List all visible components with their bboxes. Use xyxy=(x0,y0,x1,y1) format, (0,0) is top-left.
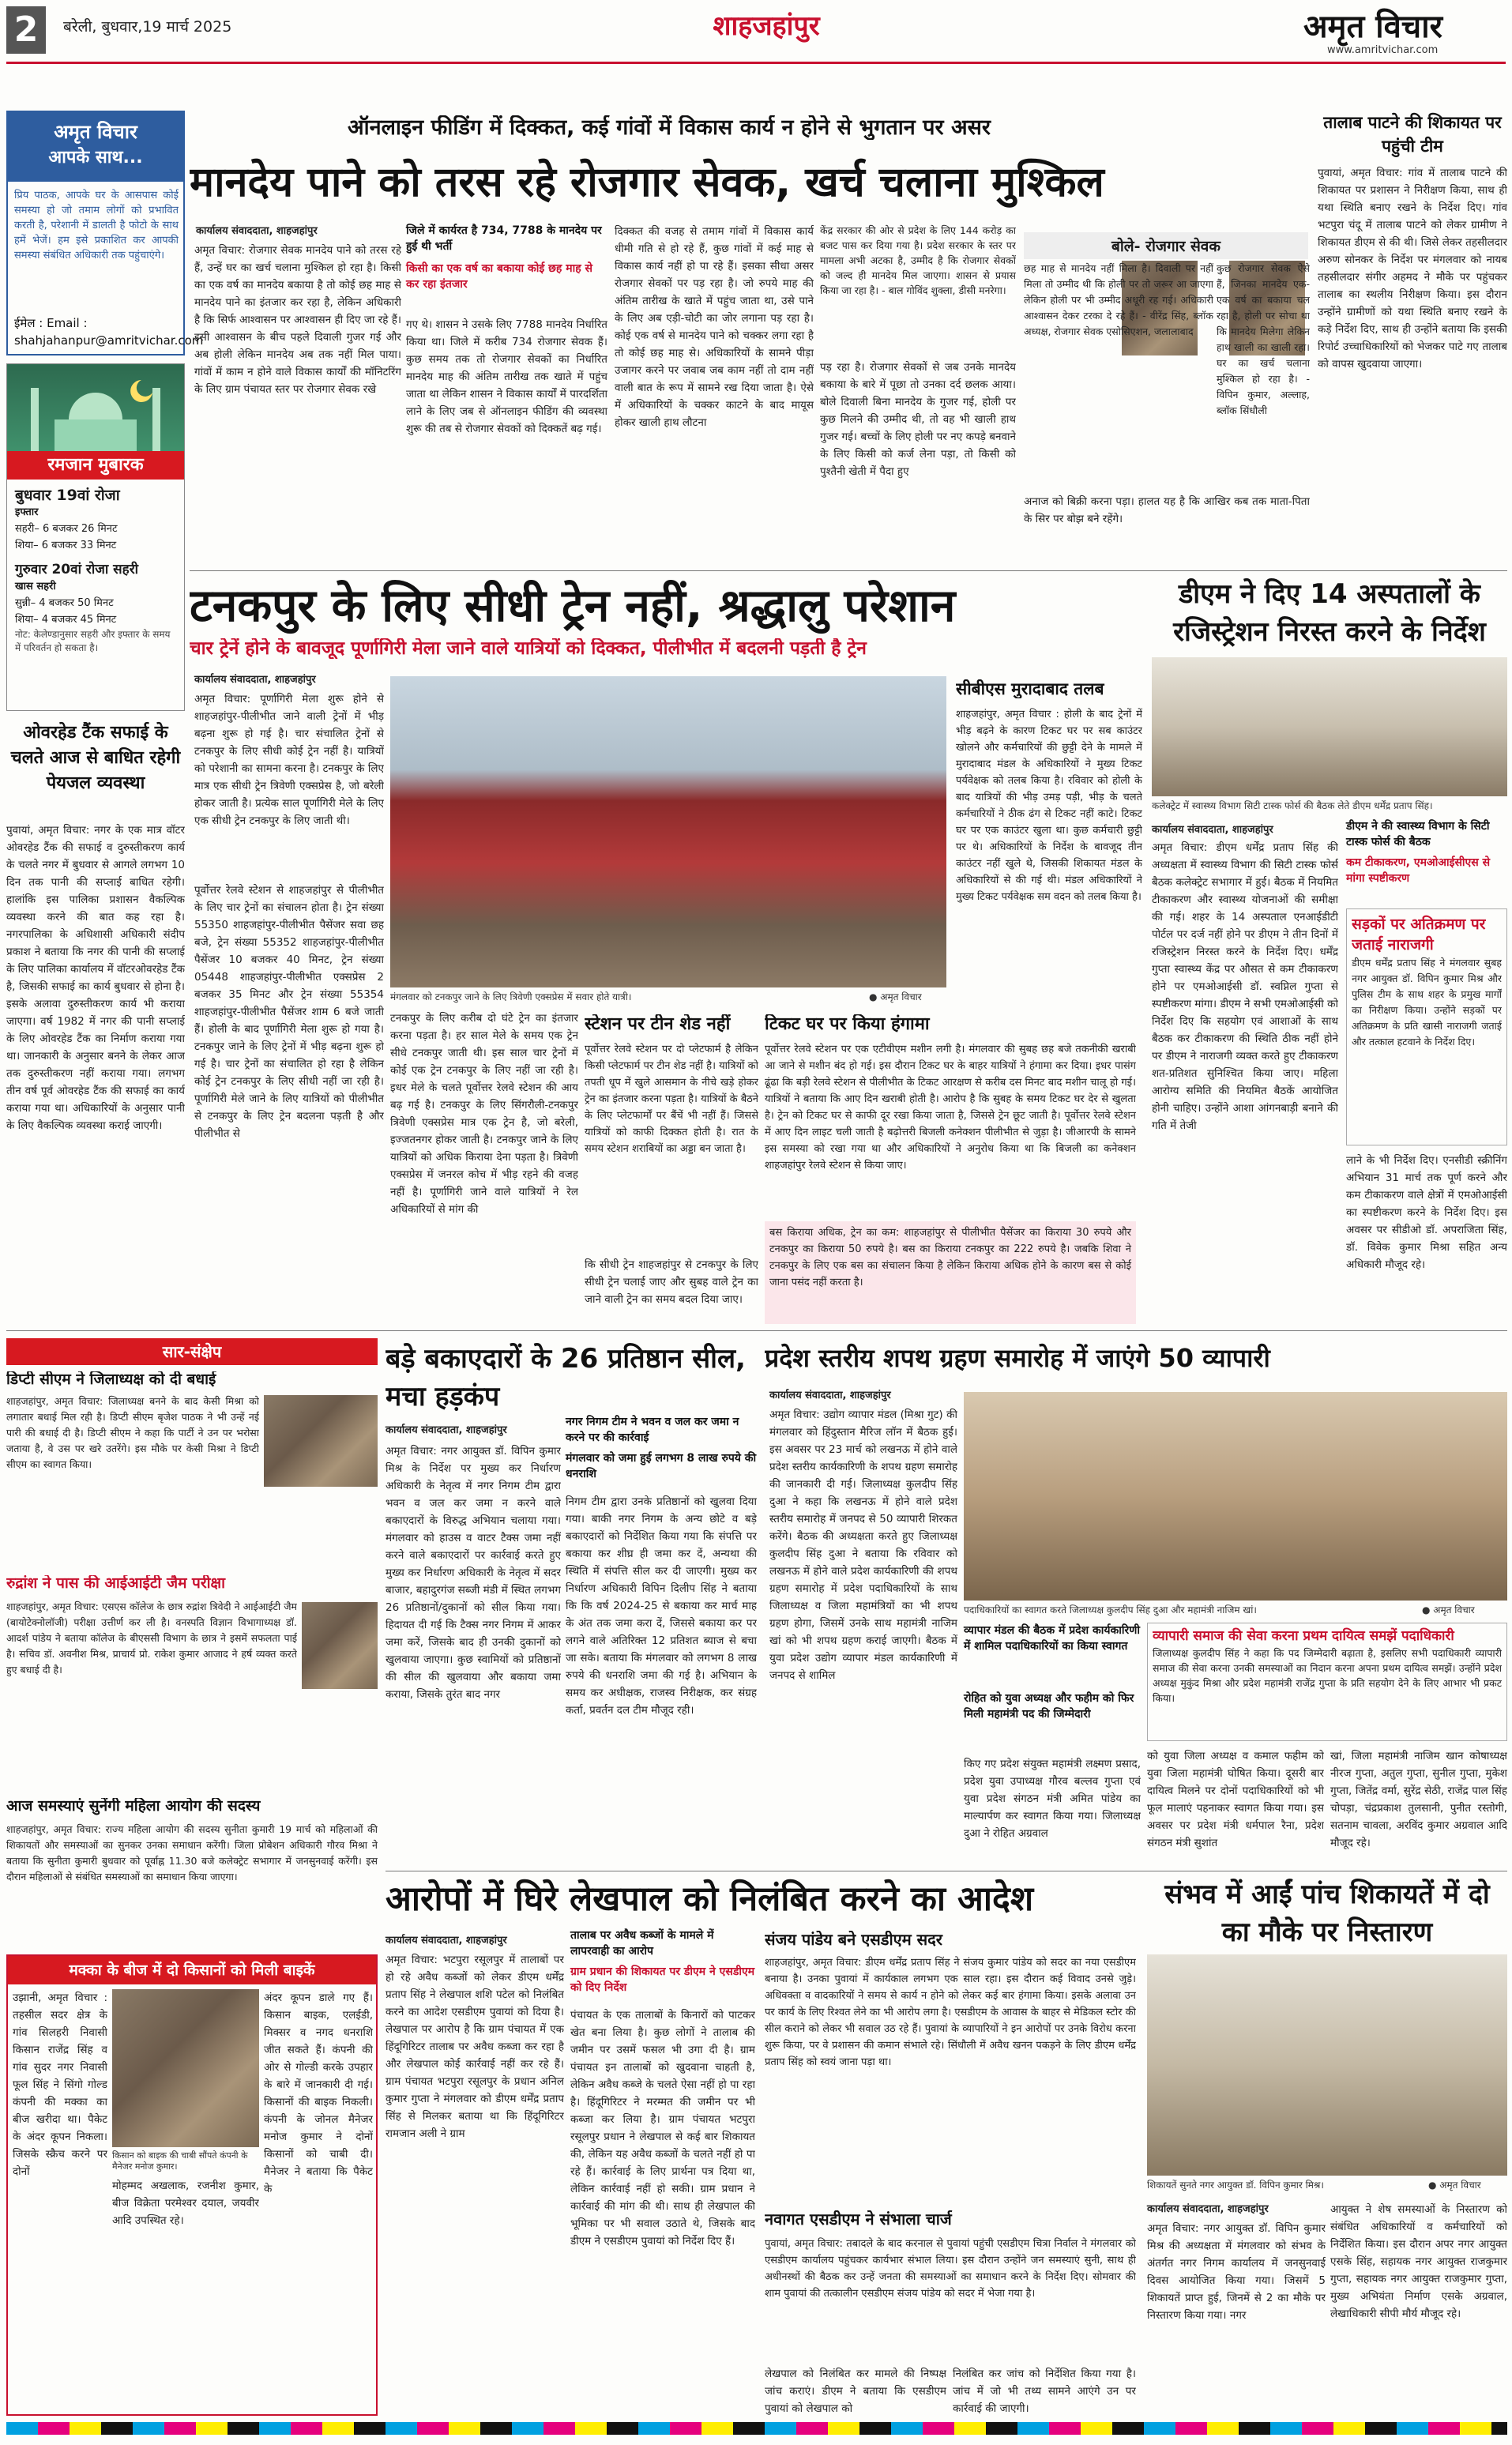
dm-body1: अमृत विचार: डीएम धर्मेंद्र प्रताप सिंह की अध्यक्षता में स्वास्थ्य विभाग की सिटी टास्क फोर्स बैठक कलेक्ट्रेट सभागार में हुई। बैठक में नियमित टीकाकरण और स्वास्थ्य योजनाओं की समीक्षा की गई। शहर के 14 अस्पताल एनआईडीटी पोर्टल पर दर्ज नहीं होने पर डीएम ने तीन दिनों में रजिस्ट्रेशन निरस्त करने के निर्देश दिए। धर्मेंद्र गुप्ता स्वास्थ्य केंद्र पर औसत से कम टीकाकरण होने पर एमओआईसी डॉ. स्वप्निल गुप्ता से स्पष्टीकरण मांगा। डीएम ने सभी एमओआईसी को निर्देश दिए कि सहयोग एवं आशाओं के साथ बैठक कर टीकाकरण की स्थिति ठीक नहीं होने पर डीएम ने नाराजगी व्यक्त करते हुए टीकाकरण शत-प्रतिशत सुनिश्चित किया जाए। महिला आरोग्य समिति की नियमित बैठकें आयोजित होनी चाहिए। उन्होंने आशा आंगनबाड़ी बनाने की गति में तेजी xyxy=(1152,841,1338,1132)
reader-appeal-text: प्रिय पाठक, आपके घर के आसपास कोई समस्या हो जो तमाम लोगों को प्रभावित करती है, परेशानी में डालती है फोटो के साथ हमें भेजें। हम इसे प्रकाशित कर आपकी समस्या संबंधित अधिकारी तक पहुंचाएंगे। xyxy=(14,190,179,261)
oath-box xyxy=(1147,1623,1507,1741)
lekhpal-body2: पंचायत के एक तालाबों के किनारों को पाटकर खेत बना लिया है। कुछ लोगों ने तालाब की जमीन पर उसमें फसल भी उगा दी है। ग्राम पंचायत इन तालाबों को खुदवाना चाहती है, लेकिन अवैध कब्जे के चलते ऐसा नहीं हो पा रहा है। हिंदूगिरिटर ने मरम्मत की जमीन पर भी कब्जा कर लिया है। ग्राम पंचायत भटपुरा रसूलपुर प्रधान ने लेखपाल से कई बार शिकायत की, लेकिन यह अवैध कब्जों के चलते नहीं हो पा रहे हैं। कार्रवाई के लिए प्रार्थना पत्र दिया था, लेकिन कार्रवाई नहीं हो सकी। ग्राम प्रधान ने कार्रवाई की मांग की थी। साथ ही लेखपाल की भूमिका पर भी सवाल उठाते थे, जिसके बाद डीएम ने एसडीएम पुवायां को निर्देश दिए हैं। xyxy=(570,2009,755,2248)
story2-subheadline: चार ट्रेनें होने के बावजूद पूर्णागिरी मेला जाने वाले यात्रियों को दिक्कत, पीलीभीत में बदलनी पड़ती है ट्रेन xyxy=(190,638,867,659)
oath-body3: को युवा जिला अध्यक्ष व कमाल फहीम को युवा जिला महामंत्री घोषित किया। दूसरी बार दायित्व मिलने पर दोनों पदाधिकारियों को भी फूल मालाएं पहनाकर स्वागत किया गया। इस अवसर पर प्रदेश मंत्री धर्मपाल रैना, प्रदेश संगठन मंत्री सुशांत xyxy=(1147,1750,1324,1849)
cbse-text: शाहजहांपुर, अमृत विचार : होली के बाद ट्रेनों में भीड़ बढ़ने के कारण टिकट घर पर सब काउंटर खोलने और कर्मचारियों की छुट्टी देने के मामले में मुरादाबाद मंडल के अधिकारियों ने मुख्य टिकट पर्यवेक्षक को तलब किया है। रविवार को होली के बाद यात्रियों की भीड़ उमड़ पड़ी, भीड़ के चलते कर्मचारियों ने ठीक ढंग से टिकट नहीं काटे। टिकट घर पर एक काउंटर खुला था। कुछ कर्मचारी छुट्टी पर थे। अधिकारियों के निर्देश के बावजूद तीन काउंटर नहीं खुले थे, जिसकी शिकायत मंडल के अधिकारियों से की गई थी। मंडल अधिकारियों ने मुख्य टिकट पर्यवेक्षक सम वदन को तलब किया है। xyxy=(956,709,1142,903)
seal-highlights: नगर निगम टीम ने भवन व जल कर जमा न करने पर की कार्रवाई मंगलवार को जमा हुई लगभग 8 लाख रुपये की धनराशि xyxy=(566,1416,757,1480)
saar-item2-text: शाहजहांपुर, अमृत विचार: एसएस कॉलेज के छात्र रुद्रांश त्रिवेदी ने आईआईटी जैम (बायोटेक्नोलॉजी) परीक्षा उत्तीर्ण कर ली है। वनस्पति विज्ञान विभागाध्यक्ष डॉ. आदर्श पांडेय ने बताया कॉलेज के बीएससी विभाग के छात्र ने इसमें सफलता पाई है। सचिव डॉ. अवनीश मिश्र, प्राचार्य प्रो. राकेश कुमार आजाद ने हर्ष व्यक्त करते हुए बधाई दी है। xyxy=(6,1601,297,1676)
lekhpal-body1: अमृत विचार: भटपुरा रसूलपुर में तालाबों पर हो रहे अवैध कब्जों को लेकर डीएम धर्मेंद्र प्रताप सिंह ने लेखपाल शशि पटेल को निलंबित करने का आदेश एसडीएम पुवायां को दिया है। लेखपाल पर आरोप है कि ग्राम पंचायत में एक हिंदूगिरिटर तालाब पर अवैध कब्जा कर रहा है और लेखपाल कोई कार्रवाई नहीं कर रहे हैं। ग्राम पंचायत भटपुरा रसूलपुर के प्रधान अनिल कुमार गुप्ता ने मंगलवार को डीएम धर्मेंद्र प्रताप सिंह से मिलकर बताया था कि हिंदूगिरिटर रामजान अली ने ग्राम xyxy=(386,1954,564,2140)
masthead xyxy=(0,0,1512,63)
box-station-text: पूर्वोत्तर रेलवे स्टेशन पर दो प्लेटफार्म है लेकिन किसी प्लेटफार्म पर टीन शेड नहीं है। यात्रियों को तपती धूप में खुले आसमान के नीचे खड़े होकर ट्रेन का इंतजार करना पड़ता है। यात्रियों के बैठने के लिए प्लेटफार्मों पर बैंचें भी नहीं हैं। जिससे यात्रियों को काफी दिक्कत होती है। रात के समय स्टेशन शराबियों का अड्डा बन जाता है। xyxy=(585,1044,758,1155)
sdm-title: संजय पांडेय बने एसडीएम सदर xyxy=(765,1931,942,1949)
story1-byline: कार्यालय संवाददाता, शाहजहांपुर xyxy=(196,225,318,237)
saar-item1-text: शाहजहांपुर, अमृत विचार: जिलाध्यक्ष बनने के बाद केसी मिश्रा को लगातार बधाई मिल रही है। डिप्टी सीएम बृजेश पाठक ने भी उन्हें नई पारी की बधाई दी है। डिप्टी सीएम ने कहा कि पार्टी ने उन पर भरोसा जताया है, वे उस पर खरे उतरेंगे। इस मौके पर केसी मिश्रा ने डिप्टी सीएम का स्वागत किया। xyxy=(6,1395,259,1470)
sdm-text: शाहजहांपुर, अमृत विचार: डीएम धर्मेंद्र प्रताप सिंह ने संजय कुमार पांडेय को सदर का नया एसडीएम बनाया है। उनका पुवायां में कार्यकाल लगभग एक साल रहा। इस दौरान कई विवाद उनसे जुड़े। अधिवक्ता व वादकारियों ने समय से कार्य न होने को लेकर कई बार हंगामा किया। इसके अलावा उन पर कार्य के लिए रिश्वत लेने का भी आरोप लगा है। एसडीएम के आवास के बाहर से मेडिकल स्टोर की सील कराने को लेकर भी सवाल उठ रहे हैं। पुवायां के व्यापारियों ने इन आरोपों पर उनके विरोध करना शुरू किया, पर वे प्रशासन की कमान संभाले रहे। सिंधौली में अवैध खनन पकड़ने के लिए डीएम धर्मेंद्र प्रताप सिंह को स्वयं जाना पड़ा था। xyxy=(765,1957,1136,2068)
reader-appeal-email[interactable]: ईमेल : Email : shahjahanpur@amritvichar.com xyxy=(14,316,204,348)
divider-1 xyxy=(190,570,1507,571)
oath-caption: पदाधिकारियों का स्वागत करते जिलाध्यक्ष कुलदीप सिंह दुआ और महामंत्री नाजिम खां। xyxy=(964,1604,1257,1616)
ramzan-box xyxy=(6,363,185,711)
story1-voice1: छह माह से मानदेय नहीं मिला है। दिवाली पर नहीं मिला तो उम्मीद थी कि होली पर तो जरूर आ जाएगा लेकिन होली पर भी उम्मीद अधूरी रह गई। अधिकारी आश्वासन देकर टरका दे रहे हैं। - वीरेंद्र सिंह, ब्लॉक अध्यक्ष, रोजगार सेवक एसोसिएशन, जलालाबाद xyxy=(1024,262,1213,337)
five-byline: कार्यालय संवाददाता, शाहजहांपुर xyxy=(1147,2203,1269,2215)
box-fare-text: बस किराया अधिक, ट्रेन का कम: शाहजहांपुर से पीलीभीत पैसेंजर का किराया 30 रुपये और टनकपुर का किराया 50 रुपये है। बस का किराया टनकपुर का 222 रुपये है। जबकि शिवा ने टनकपुर के लिए एक बस का संचालन किया है लेकिन किराया अधिक होने के कारण बस से कोई जाना पसंद नहीं करता है। xyxy=(765,1221,1136,1324)
dm-headline: डीएम ने दिए 14 अस्पतालों के रजिस्ट्रेशन निरस्त करने के निर्देश xyxy=(1173,578,1486,648)
saar-item3-title: आज समस्याएं सुनेंगी महिला आयोग की सदस्य xyxy=(6,1798,261,1815)
story1-highlight-1: जिले में कार्यरत है 734, 7788 के मानदेय पर हुई थी भर्ती किसी का एक वर्ष का बकाया कोई छह माह से कर रहा इंतजार xyxy=(406,224,602,291)
lekhpal-byline: कार्यालय संवाददाता, शाहजहांपुर xyxy=(386,1935,507,1947)
five-body1: अमृत विचार: नगर आयुक्त डॉ. विपिन कुमार मिश्र की अध्यक्षता में मंगलवार को संभव के अंतर्गत नगर निगम कार्यालय में जनसुनवाई दिवस आयोजित किया गया। जिसमें 5 शिकायतें प्राप्त हुई, जिनमें से 2 का मौके पर निस्तारण किया गया। नगर xyxy=(1147,2222,1326,2322)
story1-body4: पड़ रहा है। रोजगार सेवकों से जब उनके मानदेय बकाया के बारे में पूछा तो उनका दर्द छलक आया। बोले दिवाली बिना मानदेय के गुजर गई, होली पर कुछ मिलने की उम्मीद थी, तो वह भी खाली हाथ गुजर गई। बच्चों के लिए होली पर नए कपड़े बनवाने के लिए किसी को कर्ज लेना पड़ा, तो किसी को पुश्तैनी खेती में पैदा हुए xyxy=(820,361,1016,478)
five-headline: संभव में आईं पांच शिकायतें में दो का मौके पर निस्तारण xyxy=(1164,1879,1490,1948)
five-body2: आयुक्त ने शेष समस्याओं के निस्तारण को संबंधित अधिकारियों व कर्मचारियों को निर्देशित किया। इस दौरान अपर नगर आयुक्त एसके सिंह, सहायक नगर आयुक्त राजकुमार गुप्ता, सहायक नगर आयुक्त राजकुमार गुप्ता, मुख्य अभियंता निर्माण एसके अग्रवाल, लेखाधिकारी सीपी मौर्य मौजूद रहे। xyxy=(1330,2203,1507,2320)
bike-box xyxy=(6,1954,378,2416)
story2-body1: अमृत विचार: पूर्णागिरी मेला शुरू होने से शाहजहांपुर-पीलीभीत जाने वाली ट्रेनों में भीड़ बढ़ना शुरू हो गई है। चार संचालित ट्रेनों से टनकपुर के लिए सीधी कोई ट्रेन नहीं है। यात्रियों को परेशानी का सामना करना है। टनकपुर के लिए मात्र एक सीधी ट्रेन त्रिवेणी एक्सप्रेस है, जो बरेली होकर जाती है। प्रत्येक साल पूर्णागिरी मेले के लिए एक सीधी ट्रेन टनकपुर के लिए जाती थी। xyxy=(194,693,384,827)
story1-speak-title: बोले- रोजगार सेवक xyxy=(1024,232,1308,259)
story2-headline: टनकपुर के लिए सीधी ट्रेन नहीं, श्रद्धालु परेशान xyxy=(190,580,956,632)
dm-box-title: सड़कों पर अतिक्रमण पर जताई नाराजगी xyxy=(1352,916,1486,954)
reader-appeal-title: अमृत विचार xyxy=(54,121,137,143)
story1-voice2: कुछ रोजगार सेवक ऐसे हैं, जिनका मानदेय एक-एक वर्ष का बकाया चल रहा है, होली पर सोचा था कि मानदेय मिलेगा लेकिन हाथ खाली का खाली रहा। घर का खर्च चलाना मुश्किल हो रहा है। - विपिन कुमार, अल्लाह, ब्लॉक सिंधौली xyxy=(1217,262,1310,416)
five-caption: शिकायतें सुनते नगर आयुक्त डॉ. विपिन कुमार मिश्र। xyxy=(1147,2180,1324,2191)
story2-body3: टनकपुर के लिए करीब दो घंटे ट्रेन का इंतजार करना पड़ता है। हर साल मेले के समय एक ट्रेन सीधे टनकपुर जाती थी। इस साल चार ट्रेनों में कोई एक ट्रेन टनकपुर के लिए नहीं जा रही है। इधर मेले के चलते पूर्वोत्तर रेलवे स्टेशन की आय बढ़ गई है। टनकपुर के लिए सिंगरौली-टनकपुर त्रिवेणी एक्सप्रेस मात्र एक ट्रेन है, जो बरेली, इज्जतनगर होकर जाती है। टनकपुर जाने के लिए यात्रियों को अधिक किराया देना पड़ता है। त्रिवेणी एक्सप्रेस में जनरल कोच में भीड़ रहने की वजह नहीं है। पूर्णागिरी जाने वाले यात्रियों ने रेल अधिकारियों से मांग की xyxy=(390,1012,578,1216)
seal-headline: बड़े बकाएदारों के 26 प्रतिष्ठान सील, मचा हड़कंप xyxy=(386,1343,746,1412)
ramzan-day1: बुधवार 19वां रोजा इफ्तार सहरी– 6 बजकर 26 मिनट शिया– 6 बजकर 33 मिनट गुरुवार 20वां रोजा सहरी खास सहरी सुन्नी– 4 बजकर 50 मिनट शिया– 4 बजकर 45 मिनट नोट: केलेण्डानुसार सहरी और इफ्तार के समय में परिवर्तन हो सकता है। xyxy=(15,487,171,653)
seal-body2: निगम टीम द्वारा उनके प्रतिष्ठानों को खुलवा दिया गया। बाकी नगर निगम के अन्य छोटे व बड़े बकाएदारों को निर्देशित किया गया कि संपत्ति पर बकाया कर शीघ्र ही जमा कर दें, अन्यथा की स्थिति में संपत्ति सील कर दी जाएगी। मुख्य कर निर्धारण अधिकारी विपिन दिलीप सिंह ने बताया कि कि वर्ष 2024-25 से बकाया कर मार्च माह के अंत तक जमा करा दें, जिससे बकाया कर पर लगने वाले अतिरिक्त 12 प्रतिशत ब्याज से बचा जा सके। बताया कि मंगलवार को लगभग 8 लाख रुपये की धनराशि जमा की गई है। अभियान के समय कर अधीक्षक, राजस्व निरीक्षक, कर संग्रह कर्ता, प्रवर्तन दल टीम मौजूद रही। xyxy=(566,1495,757,1717)
pond-headline: तालाब पाटने की शिकायत पर पहुंची टीम xyxy=(1323,113,1502,156)
sdm-title2: नवागत एसडीएम ने संभाला चार्ज xyxy=(765,2210,952,2229)
saar-title: सार-संक्षेप xyxy=(6,1338,378,1365)
seal-byline: कार्यालय संवाददाता, शाहजहांपुर xyxy=(386,1424,507,1436)
mosque-illustration xyxy=(7,364,184,451)
dm-highlights: डीएम ने की स्वास्थ्य विभाग के सिटी टास्क फोर्स की बैठक कम टीकाकरण, एमओआईसीएस से मांगा स्पष्टीकरण xyxy=(1346,820,1491,885)
oath-credit: ● अमृत विचार xyxy=(1422,1604,1475,1616)
seal-body1: अमृत विचार: नगर आयुक्त डॉ. विपिन कुमार मिश्र के निर्देश पर मुख्य कर निर्धारण अधिकारी के नेतृत्व में नगर निगम टीम द्वारा भवन व जल कर जमा न करने वाले बकाएदारों के विरुद्ध अभियान चलाया गया। मंगलवार को हाउस व वाटर टैक्स जमा नहीं करने वाले बकाएदारों पर कार्रवाई करते हुए मुख्य कर निर्धारण अधिकारी के नेतृत्व में सदर बाजार, बहादुरगंज सब्जी मंडी में स्थित लगभग 26 प्रतिष्ठानों/दुकानों को सील किया गया। हिदायत दी गई कि टैक्स नगर निगम में आकर जमा करें, जिसके बाद ही उनकी दुकानों को खुलवाया जाएगा। कुछ स्वामियों को प्रतिष्ठानों की सील की खुलवाया और बकाया जमा कराया, जिसके तुरंत बाद नगर xyxy=(386,1445,561,1701)
section-title: शाहजहांपुर xyxy=(713,10,820,42)
paper-logo: अमृत विचार xyxy=(1303,9,1442,45)
saar-item1-title: डिप्टी सीएम ने जिलाध्यक्ष को दी बधाई xyxy=(6,1371,216,1388)
story1-kicker: ऑनलाइन फीडिंग में दिक्कत, कई गांवों में विकास कार्य न होने से भुगतान पर असर xyxy=(348,115,991,140)
bike-text3: मोहम्मद अखलाक, रजनीश कुमार, बीज विक्रेता परमेश्वर दयाल, जयवीर आदि उपस्थित रहे। xyxy=(112,2180,259,2227)
train-photo-caption: मंगलवार को टनकपुर जाने के लिए त्रिवेणी एक्सप्रेस में सवार होते यात्री। xyxy=(390,991,632,1002)
cbse-title: सीबीएस मुरादाबाद तलब xyxy=(956,679,1104,698)
oath-body2: किए गए प्रदेश संयुक्त महामंत्री लक्ष्मण प्रसाद, प्रदेश युवा उपाध्यक्ष गौरव बल्लव गुप्ता एवं युवा प्रदेश संगठन मंत्री अमित पांडेय का माल्यार्पण कर स्वागत किया गया। जिलाध्यक्ष दुआ ने रोहित अग्रवाल xyxy=(964,1758,1141,1840)
oath-byline: कार्यालय संवाददाता, शाहजहांपुर xyxy=(769,1390,891,1401)
oath-photo xyxy=(964,1392,1507,1601)
story1-body5: अनाज को बिक्री करना पड़ा। हालत यह है कि आखिर कब तक माता-पिता के सिर पर बोझ बने रहेंगे। xyxy=(1024,495,1310,525)
bike-text1: उझानी, अमृत विचार : तहसील सदर क्षेत्र के गांव सिलहरी निवासी किसान राजेंद्र सिंह व गांव सुदर नगर निवासी फूल सिंह ने सिंगो गोल्ड कंपनी की मक्का का बीज खरीदा था। पैकेट के अंदर कूपन निकला। जिसके स्क्रैच करने पर दोनों xyxy=(13,1992,107,2178)
dm-byline: कार्यालय संवाददाता, शाहजहांपुर xyxy=(1152,824,1273,836)
page-number: 2 xyxy=(6,6,46,54)
lekhpal-body4: निलंबित कर जांच को निर्देशित किया गया है। जांच में जो भी तथ्य सामने आएंगे उन पर कार्रवाई की जाएगी। xyxy=(953,2368,1136,2415)
story1-quote: केंद्र सरकार की ओर से प्रदेश के लिए 144 करोड़ का बजट पास कर दिया गया है। प्रदेश सरकार के स्तर पर मामला अभी अटका है, उम्मीद है कि रोजगार सेवकों को जल्द ही मानदेय मिल जाएगा। शासन से प्रयास किया जा रहा है। - बाल गोविंद शुक्ला, डीसी मनरेगा। xyxy=(820,224,1016,296)
train-photo-credit: ● अमृत विचार xyxy=(869,991,922,1002)
story1-headline: मानदेय पाने को तरस रहे रोजगार सेवक, खर्च चलाना मुश्किल xyxy=(190,159,1104,206)
pond-body: पुवायां, अमृत विचार: गांव में तालाब पाटने की शिकायत पर प्रशासन ने निरीक्षण किया, साथ ही यथा स्थिति बनाए रखने के निर्देश दिए। गांव भटपुरा चंदू में तालाब पाटने को लेकर ग्रामीण ने शिकायत डीएम से की थी। जिसे लेकर तहसीलदार अरुण सोनकर के निर्देश पर मंगलवार को नायब तहसीलदार संगीर अहमद ने मौके पर पहुंचकर तालाब का स्थलीय निरीक्षण किया। इस दौरान उन्होंने ग्रामीणों को यथा स्थिति बनाए रखने के कड़े निर्देश दिए, साथ ही उन्होंने बताया कि इसकी रिपोर्ट उच्चाधिकारियों को भेजकर पाटे गए तालाब को वापस खुदवाया जाएगा। xyxy=(1318,167,1507,371)
registration-bar xyxy=(6,2422,1507,2435)
five-photo xyxy=(1147,1954,1507,2176)
saar-item1-photo xyxy=(264,1395,378,1487)
reader-appeal-subtitle: आपके साथ... xyxy=(48,148,143,167)
ramzan-title: रमजान मुबारक xyxy=(7,451,184,480)
reader-appeal-header xyxy=(8,112,183,182)
dm-meeting-photo xyxy=(1152,657,1507,796)
dateline: बरेली, बुधवार,19 मार्च 2025 xyxy=(63,18,232,36)
reader-appeal-box xyxy=(6,111,204,355)
dm-photo-caption: कलेक्ट्रेट में स्वास्थ्य विभाग सिटी टास्क फोर्स की बैठक लेते डीएम धर्मेंद्र प्रताप सिंह। xyxy=(1152,800,1433,811)
paper-url[interactable]: www.amritvichar.com xyxy=(1327,44,1439,56)
saar-item2-photo xyxy=(302,1602,378,1689)
oath-box-title: व्यापारी समाज की सेवा करना प्रथम दायित्व समझें पदाधिकारी xyxy=(1153,1628,1454,1644)
oath-body1: अमृत विचार: उद्योग व्यापार मंडल (मिश्रा गुट) की मंगलवार को हिंदुस्तान मैरिज लॉन में बैठक हुई। इस अवसर पर 23 मार्च को लखनऊ में होने वाले प्रदेश स्तरीय कार्यकारिणी के शपथ ग्रहण समारोह की जानकारी दी गई। जिलाध्यक्ष कुलदीप सिंह दुआ ने कहा कि लखनऊ में होने वाले प्रदेश स्तरीय समारोह में जनपद से 50 व्यापारी शिरकत करेंगे। बैठक की अध्यक्षता करते हुए जिलाध्यक्ष कुलदीप सिंह दुआ ने बताया कि रविवार को लखनऊ में होने वाले प्रदेश कार्यकारिणी की शपथ ग्रहण समारोह में प्रदेश पदाधिकारियों के साथ जिलाध्यक्ष व जिला महामंत्रियों का भी शपथ ग्रहण होगा, जिसमें उनके साथ महामंत्री नाजिम खां को भी शपथ ग्रहण कराई जाएगी। बैठक में युवा प्रदेश उद्योग व्यापार मंडल कार्यकारिणी में जनपद से शामिल xyxy=(769,1409,957,1682)
bike-caption: किसान को बाइक की चाबी सौंपते कंपनी के मैनेजर मनोज कुमार। xyxy=(112,2150,248,2172)
oath-highlight2: रोहित को युवा अध्यक्ष और फहीम को फिर मिली महामंत्री पद की जिम्मेदारी xyxy=(964,1692,1134,1721)
dm-box xyxy=(1346,908,1507,1145)
saar-item3-text: शाहजहांपुर, अमृत विचार: राज्य महिला आयोग की सदस्य सुनीता कुमारी 19 मार्च को महिलाओं की शिकायतों और समस्याओं का सुनकर उनका समाधान करेंगी। जिला प्रोबेशन अधिकारी गौरव मिश्रा ने बताया कि सुनीता कुमारी बुधवार को पूर्वाह्न 11.30 बजे कलेक्ट्रेट सभागार में जनसुनवाई करेंगी। इस दौरान महिलाओं से संबंधित समस्याओं का समाधान किया जाएगा। xyxy=(6,1823,378,1883)
sdm-text2: पुवायां, अमृत विचार: तबादले के बाद करनाल से पुवायां पहुंची एसडीएम चित्रा निर्वाल ने मंगलवार को एसडीएम कार्यालय पहुंचकर कार्यभार संभाल लिया। इस दौरान उन्होंने जन समस्याएं सुनी, साथ ही अधीनस्थों की बैठक कर उन्हें जनता की समस्याओं का समाधान करने के निर्देश दिए। सोमवार की शाम पुवायां की तत्कालीन एसडीएम संजय पांडेय को सदर में भेजा गया है। xyxy=(765,2238,1136,2300)
box-station-title: स्टेशन पर टीन शेड नहीं xyxy=(585,1014,731,1034)
bike-text2: अंदर कूपन डाले गए हैं। किसान बाइक, एलईडी, मिक्सर व नगद धनराशि जीत सकते हैं। कंपनी की ओर से गोल्डी करके उपहार के बारे में जानकारी दी गई। किसानों की बाइक निकली। कंपनी के जोनल मैनेजर मनोज कुमार ने दोनों किसानों को चाबी दी। मैनेजर ने बताया कि पैकेट के xyxy=(264,1992,373,2195)
mosque-icon xyxy=(7,364,184,451)
story1-body1: अमृत विचार: रोजगार सेवक मानदेय पाने को तरस रहे हैं, उन्हें घर का खर्च चलाना मुश्किल हो रहा है। किसी का एक वर्ष का मानदेय बकाया है तो कोई छह माह से मानदेय पाने का इंतजार कर रहा है, लेकिन अधिकारी है कि सिर्फ आश्वासन पर आश्वासन ही दिए जा रहे हैं। इसी आश्वासन के बीच पहले दिवाली गुजर गई और अब होली लेकिन मानदेय अब तक नहीं मिल पाया। गांवों में काम न होने वाले विकास कार्यों की मॉनिटरिंग के लिए ग्राम पंचायत स्तर पर रोजगार सेवक रखे xyxy=(194,244,401,396)
box-ticket-text: पूर्वोत्तर रेलवे स्टेशन पर एक एटीवीएम मशीन लगी है। मंगलवार की सुबह छह बजे तकनीकी खराबी आ जाने से मशीन बंद हो गई। इस दौरान टिकट घर के बाहर यात्रियों ने हंगामा कर दिया। इधर पासंग ढूंढा कि बड़ी रेलवे स्टेशन से पीलीभीत के टिकट आरक्षण से करीब दस मिनट बाद मशीन चालू हो गई। यात्रियों ने बताया कि आए दिन खराबी होती है। आरोप है कि सुबह के समय टिकट घर देर से खुलता है। ट्रेन को टिकट घर से काफी दूर रखा किया जाता है, जिससे ट्रेन छूट जाती है। पूर्वोत्तर रेलवे स्टेशन में आए दिन लाइट चली जाती है बढ़ोत्तरी बिजली कनेक्शन पीलीभीत से जुड़ा है। जीआरपी के सामने इस समस्या को रखा गया था और अधिकारियों ने अनुरोध किया था कि बिजली का कनेक्शन शाहजहांपुर रेलवे स्टेशन से किया जाए। xyxy=(765,1044,1136,1172)
bike-photo xyxy=(112,1989,259,2147)
story2-byline: कार्यालय संवाददाता, शाहजहांपुर xyxy=(194,674,316,686)
story2-body4: कि सीधी ट्रेन शाहजहांपुर से टनकपुर के लिए सीधी ट्रेन चलाई जाए और सुबह वाले ट्रेन का जाने वाली ट्रेन का समय बदल दिया जाए। xyxy=(585,1258,758,1306)
story2-body2: पूर्वोत्तर रेलवे स्टेशन से शाहजहांपुर से पीलीभीत के लिए चार ट्रेनों का संचालन होता है। ट्रेन संख्या 55350 शाहजहांपुर-पीलीभीत पैसेंजर सवा छह बजे, ट्रेन संख्या 55352 शाहजहांपुर-पीलीभीत पैसेंजर 10 बजकर 40 मिनट, ट्रेन संख्या 05448 शाहजहांपुर-पीलीभीत एक्सप्रेस 2 बजकर 35 मिनट और ट्रेन संख्या 55354 शाहजहांपुर-पीलीभीत पैसेंजर शाम 6 बजे जाती हैं। होली के बाद पूर्णागिरी मेला शुरू हो गया है। टनकपुर जाने के लिए ट्रेनों में भीड़ बढ़ना शुरू हो गई है। चार ट्रेनों का संचालित हो रहा है लेकिन कोई ट्रेन टनकपुर के लिए सीधी नहीं जा रही है। पूर्णागिरी मेले जाने के लिए यात्रियों को पीलीभीत से टनकपुर के लिए ट्रेन बदलना पड़ती है और पीलीभीत से xyxy=(194,884,384,1140)
divider-2 xyxy=(6,1330,1507,1331)
masthead-rule xyxy=(6,62,1506,64)
dm-box-text: डीएम धर्मेंद्र प्रताप सिंह ने मंगलवार सुबह नगर आयुक्त डॉ. विपिन कुमार मिश्र और पुलिस टीम के साथ शहर के प्रमुख मार्गों का निरीक्षण किया। उन्होंने सड़कों पर अतिक्रमण के प्रति खासी नाराजगी जताई और तत्काल हटवाने के निर्देश दिए। xyxy=(1352,957,1502,1048)
lekhpal-highlights: तालाब पर अवैध कब्जों के मामले में लापरवाही का आरोप ग्राम प्रधान की शिकायत पर डीएम ने एसडीएम को दिए निर्देश xyxy=(570,1929,755,1994)
lekhpal-body3: लेखपाल को निलंबित कर मामले की निष्पक्ष जांच कराएं। डीएम ने बताया कि एसडीएम पुवायां को लेखपाल को xyxy=(765,2368,946,2415)
oath-box-text: जिलाध्यक्ष कुलदीप सिंह ने कहा कि पद जिम्मेदारी बढ़ाता है, इसलिए सभी पदाधिकारी व्यापारी समाज की सेवा करना उनकी समस्याओं का निदान करना अपना प्रथम दायित्व समझें। उन्होंने प्रदेश अध्यक्ष मुकुंद मिश्रा और प्रदेश महामंत्री राजेंद्र गुप्ता के प्रति सहयोग देने के लिए आभार भी प्रकट किया। xyxy=(1153,1647,1502,1704)
tank-headline: ओवरहेड टैंक सफाई के चलते आज से बाधित रहेगी पेयजल व्यवस्था xyxy=(10,723,181,793)
tank-body: पुवायां, अमृत विचार: नगर के एक मात्र वॉटर ओवरहेड टैंक की सफाई व दुरुस्तीकरण कार्य के चलते नगर में बुधवार से आगले लगभग 10 दिन तक पानी की सप्लाई बाधित रहेगी। हालांकि इस पालिका प्रशासन वैकल्पिक व्यवस्था करने की बात कह रहा है। नगरपालिका के अधिशासी अधिकारी संदीप प्रकाश ने बताया कि नगर की पानी की सप्लाई के लिए पालिका कार्यालय में वॉटरओवरहेड टैंक है, जिसकी सफाई का कार्य बुधवार से होना है। इसके अलावा दुरुस्तीकरण कार्य भी कराया जाएगा। वर्ष 1982 में नगर की पानी सप्लाई के लिए ओवरहेड टैंक का निर्माण कराया गया था। जानकारी के अनुसार बनने के लेकर आज तक दुरुस्तीकरण नहीं कराया गया। लगभग तीन वर्ष पूर्व ओवरहेड टैंक की सफाई का कार्य कराया गया था। अधिकारियों के अनुसार पानी के लिए वैकल्पिक व्यवस्था कराई जाएगी। xyxy=(6,824,185,1132)
oath-headline: प्रदेश स्तरीय शपथ ग्रहण समारोह में जाएंगे 50 व्यापारी xyxy=(765,1343,1270,1373)
oath-body4: खां, जिला महामंत्री नाजिम खान कोषाध्यक्ष नीरज गुप्ता, अतुल गुप्ता, सुनील गुप्ता, मुकेश गुप्ता, जितेंद्र वर्मा, सुरेंद्र सेठी, राजेंद्र पाल सिंह चोपड़ा, चंद्रप्रकाश तुलसानी, पुनीत रस्तोगी, सतनाम चावला, अरविंद कुमार अग्रवाल आदि मौजूद रहे। xyxy=(1330,1750,1507,1849)
train-photo xyxy=(390,676,946,987)
story1-body3: दिक्कत की वजह से तमाम गांवों में विकास कार्य धीमी गति से हो रहे हैं, कुछ गांवों में कई माह से विकास कार्य नहीं हो पा रहे हैं। इसका सीधा असर रोजगार सेवकों पर पड़ रहा है। जो रुपये माह की अंतिम तारीख के खाते में पहुंच जाता था, उसे पाने के लिए अब एड़ी-चोटी का जोर लगाना पड़ रहा है। कोई एक वर्ष से मानदेय पाने को चक्कर लगा रहा है तो कोई छह माह से। अधिकारियों के सामने पीड़ा उजागर करने पर जवाब जब काम नहीं तो दाम नहीं वाली बात के रूप में सामने रख दिया जाता है। ऐसे में अधिकारियों के चक्कर काटने के बाद मायूस होकर खाली हाथ लौटना xyxy=(615,225,814,429)
bike-title: मक्का के बीज में दो किसानों को मिली बाइकें xyxy=(8,1956,376,1984)
saar-item2-title: रुद्रांश ने पास की आईआईटी जैम परीक्षा xyxy=(6,1575,226,1592)
lekhpal-headline: आरोपों में घिरे लेखपाल को निलंबित करने का आदेश xyxy=(386,1879,1034,1919)
story1-body2: गए थे। शासन ने उसके लिए 7788 मानदेय निर्धारित किया था। जिले में करीब 734 रोजगार सेवक हैं। कुछ समय तक तो रोजगार सेवकों का निर्धारित मानदेय माह की अंतिम तारीख तक खाते में पहुंच जाता था लेकिन शासन ने विकास कार्यों में पारदर्शिता लाने के लिए जब से ऑनलाइन फीडिंग की व्यवस्था शुरू की तब से रोजगार सेवकों को दिक्कतें बढ़ गई। xyxy=(406,318,607,435)
box-ticket-title: टिकट घर पर किया हंगामा xyxy=(765,1014,930,1034)
five-credit: ● अमृत विचार xyxy=(1428,2180,1481,2191)
dm-body2: लाने के भी निर्देश दिए। एनसीडी स्क्रीनिंग अभियान 31 मार्च तक पूर्ण करने और कम टीकाकरण वाले क्षेत्रों में एमओआईसी का स्पष्टीकरण करने के निर्देश दिए। इस अवसर पर सीडीओ डॉ. अपराजिता सिंह, डॉ. विवेक कुमार मिश्रा सहित अन्य अधिकारी मौजूद रहे। xyxy=(1346,1154,1507,1271)
oath-highlight1: व्यापार मंडल की बैठक में प्रदेश कार्यकारिणी में शामिल पदाधिकारियों का किया स्वागत xyxy=(964,1624,1140,1653)
